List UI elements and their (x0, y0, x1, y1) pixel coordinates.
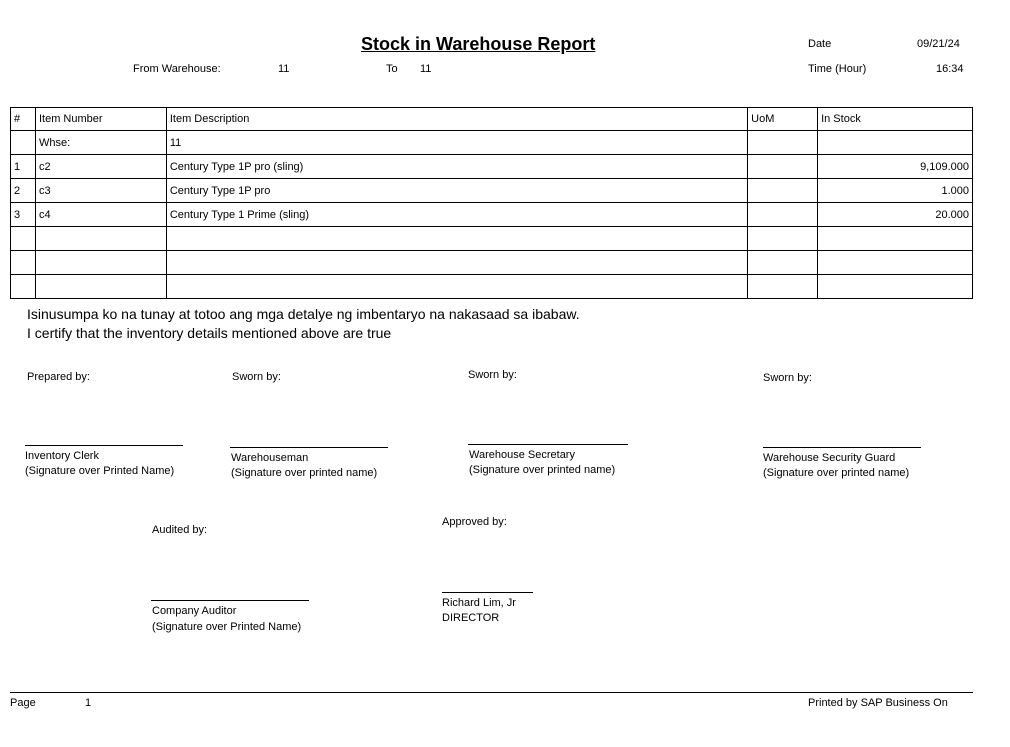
audited-note: (Signature over Printed Name) (152, 621, 302, 633)
table-row (11, 179, 973, 203)
sworn-by-label-1: Sworn by: (232, 371, 281, 383)
table-header-row (11, 108, 973, 131)
table-row-empty (11, 251, 973, 275)
signature-line-prepared (25, 445, 183, 446)
sworn-by-label-2: Sworn by: (468, 369, 517, 381)
table-row-empty (11, 227, 973, 251)
certification-english: I certify that the inventory details mentioned above are true (27, 325, 392, 341)
sworn-note-3: (Signature over printed name) (763, 467, 910, 479)
col-header-item-description: Item Description (166, 108, 747, 131)
row-index: 1 (11, 155, 36, 179)
row-item-number: c3 (35, 179, 166, 203)
signature-line-sworn-3 (763, 447, 921, 448)
row-in-stock: 20.000 (818, 203, 973, 227)
approved-by-label: Approved by: (442, 516, 507, 528)
table-row-empty (11, 275, 973, 299)
signature-line-sworn-1 (230, 447, 388, 448)
signature-line-audited (151, 600, 309, 601)
date-value: 09/21/24 (917, 38, 960, 50)
row-in-stock: 1.000 (818, 179, 973, 203)
row-uom (748, 155, 818, 179)
footer-divider (10, 692, 973, 693)
row-item-description: Century Type 1P pro (sling) (166, 155, 747, 179)
row-index: 2 (11, 179, 36, 203)
table-row-whse (11, 131, 973, 155)
certification-tagalog: Isinusumpa ko na tunay at totoo ang mga detalye ng imbentaryo na nakasaad sa ibabaw. (27, 306, 580, 322)
row-item-number: c4 (35, 203, 166, 227)
stock-table (10, 107, 973, 299)
row-item-description: Century Type 1P pro (166, 179, 747, 203)
table-row (11, 203, 973, 227)
time-label: Time (Hour) (808, 63, 867, 75)
row-item-description: Century Type 1 Prime (sling) (166, 203, 747, 227)
prepared-by-label: Prepared by: (27, 371, 90, 383)
sworn-note-1: (Signature over printed name) (231, 467, 378, 479)
audited-by-label: Audited by: (152, 524, 208, 536)
approved-title: DIRECTOR (442, 612, 500, 624)
date-label: Date (808, 38, 832, 50)
prepared-note: (Signature over Printed Name) (25, 465, 175, 477)
audited-role: Company Auditor (152, 605, 237, 617)
col-header-index: # (11, 108, 36, 131)
to-warehouse-value: 11 (420, 63, 432, 75)
row-uom (748, 179, 818, 203)
to-label: To (386, 63, 398, 75)
row-index: 3 (11, 203, 36, 227)
row-uom (748, 203, 818, 227)
sworn-role-1: Warehouseman (231, 452, 309, 464)
page-label: Page (10, 697, 36, 709)
sworn-note-2: (Signature over printed name) (469, 464, 616, 476)
col-header-uom: UoM (748, 108, 818, 131)
from-warehouse-value: 11 (278, 63, 290, 75)
printed-by: Printed by SAP Business On (808, 697, 948, 709)
sworn-role-3: Warehouse Security Guard (763, 452, 896, 464)
page-number: 1 (85, 697, 92, 709)
row-item-number: c2 (35, 155, 166, 179)
table-row (11, 155, 973, 179)
signature-line-sworn-2 (468, 444, 628, 445)
time-value: 16:34 (936, 63, 964, 75)
col-header-in-stock: In Stock (818, 108, 973, 131)
whse-value: 11 (166, 131, 747, 155)
report-title: Stock in Warehouse Report (361, 34, 596, 54)
prepared-role: Inventory Clerk (25, 450, 99, 462)
sworn-by-label-3: Sworn by: (763, 372, 812, 384)
whse-label: Whse: (35, 131, 166, 155)
approved-name: Richard Lim, Jr (442, 597, 516, 609)
signature-line-approved (442, 592, 533, 593)
col-header-item-number: Item Number (35, 108, 166, 131)
sworn-role-2: Warehouse Secretary (469, 449, 575, 461)
row-in-stock: 9,109.000 (818, 155, 973, 179)
from-warehouse-label: From Warehouse: (133, 63, 221, 75)
